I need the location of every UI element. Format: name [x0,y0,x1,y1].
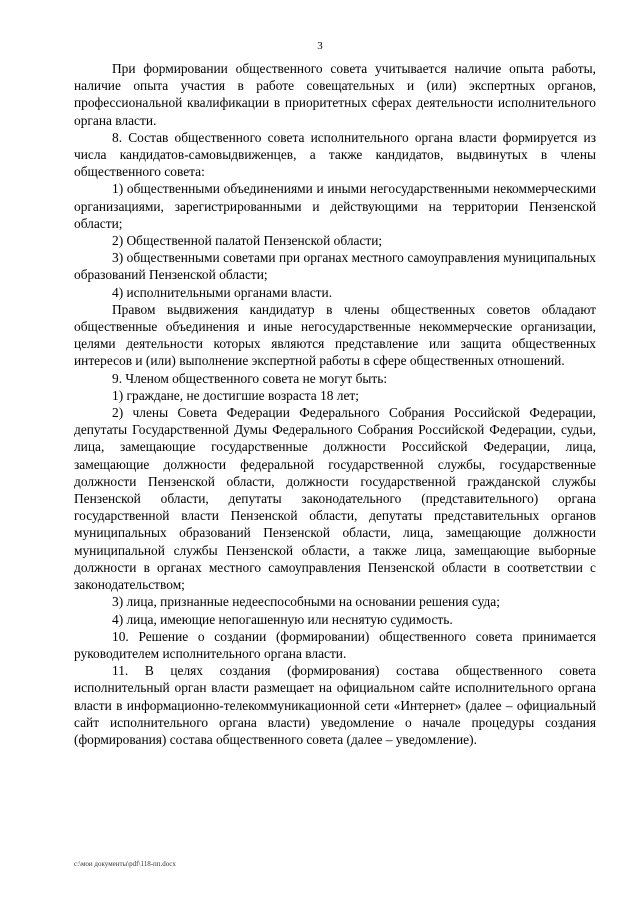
page-number: 3 [317,40,323,52]
paragraph: 11. В целях создания (формирования) состава общественного совета исполнительный орган власти размещает на официальном сайте исполнительного органа власти в информационно-телекоммуникационной сети «Интернет» (далее – официальный сайт исполнительного органа власти) уведомление о начале процедуры создания (формирования) состава общественного совета (далее – уведомление). [74,663,596,747]
paragraph: 8. Состав общественного совета исполнительного органа власти формируется из числа кандидатов-самовыдвиженцев, а также кандидатов, выдвинутых в члены общественного совета: [74,129,596,180]
paragraph: 2) Общественной палатой Пензенской области; [112,233,383,249]
paragraph: 1) общественными объединениями и иными негосударственными некоммерческими организациями, зарегистрированными и действующими на территории Пензенской области; [74,181,596,231]
paragraph: Правом выдвижения кандидатур в члены общественных советов обладают общественные объединения и иные негосударственные некоммерческие организации, целями деятельности которых являются представление или защита общественных интересов и (или) выполнение экспертной работы в сфере общественных отношений. [74,301,596,369]
paragraph: 4) исполнительными органами власти. [112,284,333,300]
paragraph: 10. Решение о создании (формировании) общественного совета принимается руководителем исполнительного органа власти. [74,628,596,661]
paragraph: 1) граждане, не достигшие возраста 18 лет; [112,387,360,403]
paragraph: 4) лица, имеющие непогашенную или неснятую судимость. [112,611,453,627]
paragraph: 3) лица, признанные недееспособными на основании решения суда; [112,594,500,610]
document-body [74,60,596,748]
paragraph: 2) члены Совета Федерации Федерального Собрания Российской Федерации, депутаты Государственной Думы Федерального Собрания Российской Федерации, судьи, лица, замещающие государственные должности Российской Федерации, лица, замещающие должности федеральной государственной службы, государственные должности Пензенской области, должности государственной гражданской службы Пензенской области, депутаты законодательного (представительного) органа государственной власти Пензенской области, депутаты представительных органов муниципальных образований Пензенской области, лица, замещающие должности муниципальной службы Пензенской области, а также лица, замещающие выборные должности в органах местного самоуправления Пензенской области в соответствии с законодательством; [74,405,596,593]
footer-file-path: c:\мои документы\pdf\118-пп.docx [74,860,176,868]
paragraph: 9. Членом общественного совета не могут быть: [112,370,388,386]
paragraph: При формировании общественного совета учитывается наличие опыта работы, наличие опыта участия в работе совещательных и (или) экспертных органов, профессиональной квалификации в приоритетных сферах деятельности исполнительного органа власти. [74,61,596,128]
paragraph: 3) общественными советами при органах местного самоуправления муниципальных образований Пензенской области; [74,250,596,283]
